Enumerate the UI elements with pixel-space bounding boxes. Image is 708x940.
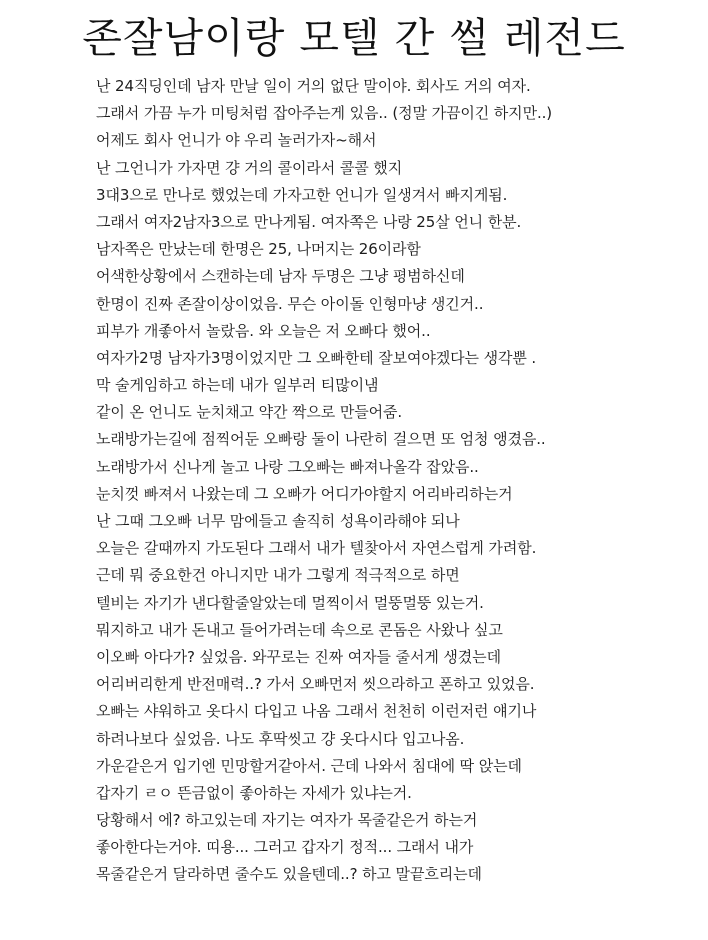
text-line: 어제도 회사 언니가 야 우리 놀러가자~해서 bbox=[96, 131, 377, 150]
text-line: 어리버리한게 반전매력..? 가서 오빠먼저 씻으라하고 폰하고 있었음. bbox=[96, 675, 535, 694]
text-line: 3대3으로 만나로 했었는데 가자고한 언니가 일생겨서 빠지게됨. bbox=[96, 185, 508, 204]
text-line: 목줄같은거 달라하면 줄수도 있을텐데..? 하고 말끝흐리는데 bbox=[96, 865, 482, 884]
text-line: 그래서 가끔 누가 미팅처럼 잡아주는게 있음.. (정말 가끔이긴 하지만..) bbox=[96, 104, 553, 123]
text-line: 난 그언니가 가자면 걍 거의 콜이라서 콜콜 했지 bbox=[96, 158, 403, 177]
text-line: 눈치껏 빠져서 나왔는데 그 오빠가 어디가야할지 어리바리하는거 bbox=[96, 484, 513, 503]
document-body bbox=[96, 73, 696, 889]
text-line: 난 그때 그오빠 너무 맘에들고 솔직히 성욕이라해야 되나 bbox=[96, 512, 460, 530]
text-line: 근데 뭐 중요한건 아니지만 내가 그렇게 적극적으로 하면 bbox=[96, 566, 460, 585]
text-line: 난 24직딩인데 남자 만날 일이 거의 없단 말이야. 회사도 거의 여자. bbox=[96, 77, 531, 95]
text-line: 여자가2명 남자가3명이었지만 그 오빠한테 잘보여야겠다는 생각뿐 . bbox=[96, 348, 537, 367]
text-line: 가운같은거 입기엔 민망할거같아서. 근데 나와서 침대에 딱 앉는데 bbox=[96, 756, 522, 775]
text-line: 남자쪽은 만났는데 한명은 25, 나머지는 26이라함 bbox=[96, 240, 421, 259]
text-line: 한명이 진짜 존잘이상이었음. 무슨 아이돌 인형마냥 생긴거.. bbox=[96, 294, 484, 313]
text-line: 이오빠 아다가? 싶었음. 와꾸로는 진짜 여자들 줄서게 생겼는데 bbox=[96, 647, 501, 666]
text-line: 텔비는 자기가 낸다할줄알았는데 멀찍이서 멀뚱멀뚱 있는거. bbox=[96, 593, 484, 612]
text-line: 하려나보다 싶었음. 나도 후딱씻고 걍 옷다시다 입고나옴. bbox=[96, 729, 465, 748]
document-title: 존잘남이랑 모텔 간 썰 레전드 bbox=[82, 14, 626, 62]
text-line: 어색한상황에서 스캔하는데 남자 두명은 그냥 평범하신데 bbox=[96, 267, 465, 286]
text-line: 오늘은 갈때까지 가도된다 그래서 내가 텔찾아서 자연스럽게 가려함. bbox=[96, 539, 537, 558]
text-line: 피부가 개좋아서 놀랐음. 와 오늘은 저 오빠다 했어.. bbox=[96, 321, 431, 340]
text-line: 그래서 여자2남자3으로 만나게됨. 여자쪽은 나랑 25살 언니 한분. bbox=[96, 212, 522, 231]
text-line: 막 술게임하고 하는데 내가 일부러 티많이냄 bbox=[96, 376, 379, 395]
text-line: 같이 온 언니도 눈치채고 약간 짝으로 만들어줌. bbox=[96, 403, 403, 422]
text-line: 갑자기 ㄹㅇ 뜬금없이 좋아하는 자세가 있냐는거. bbox=[96, 783, 412, 802]
text-line: 뭐지하고 내가 돈내고 들어가려는데 속으로 콘돔은 사왔나 싶고 bbox=[96, 620, 503, 639]
text-line: 당황해서 에? 하고있는데 자기는 여자가 목줄같은거 하는거 bbox=[96, 811, 478, 830]
text-line: 노래방가는길에 점찍어둔 오빠랑 둘이 나란히 걸으면 또 엄청 앵겼음.. bbox=[96, 430, 546, 449]
text-line: 좋아한다는거야. 띠용... 그러고 갑자기 정적... 그래서 내가 bbox=[96, 838, 474, 857]
text-line: 오빠는 샤워하고 옷다시 다입고 나옴 그래서 천천히 이런저런 얘기나 bbox=[96, 702, 537, 721]
text-line: 노래방가서 신나게 놀고 나랑 그오빠는 빠져나올각 잡았음.. bbox=[96, 457, 479, 476]
